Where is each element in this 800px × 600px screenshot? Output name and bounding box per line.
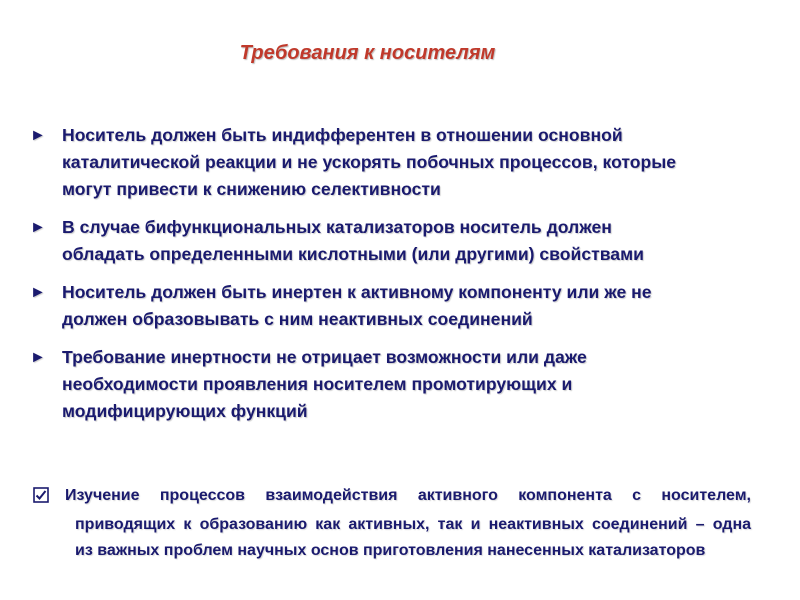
list-item: [30, 214, 690, 268]
note-line: [33, 483, 751, 512]
list-item: [30, 279, 690, 333]
requirements-list: [30, 122, 690, 436]
list-item: [30, 122, 690, 203]
note-line: приводящих к образованию как активных, так и неактивных соединений – одна: [75, 516, 751, 533]
list-item-text: Носитель должен быть инертен к активному компоненту или же не должен образовывать с ним неактивных соединений: [62, 282, 652, 329]
right-pointing-triangle-icon: ►: [30, 349, 46, 366]
list-item-text: Носитель должен быть индифферентен в отношении основной каталитической реакции и не ускорять побочных процессов, которые могут привести к снижению селективности: [62, 125, 677, 199]
list-item-text: В случае бифункциональных катализаторов носитель должен обладать определенными кислотными (или другими) свойствами: [62, 217, 644, 264]
list-item-text: Требование инертности не отрицает возможности или даже необходимости проявления носителем промотирующих и модифицирующих функций: [62, 347, 587, 421]
right-pointing-triangle-icon: ►: [30, 284, 46, 301]
slide-title: Требования к носителям: [239, 42, 496, 64]
list-item: [30, 344, 690, 425]
conclusion-note: [33, 483, 751, 564]
note-line-text: Изучение процессов взаимодействия активного компонента с носителем,: [65, 487, 751, 504]
right-pointing-triangle-icon: ►: [30, 127, 46, 144]
note-line: из важных проблем научных основ приготовления нанесенных катализаторов: [75, 542, 706, 559]
checked-box-icon: [33, 486, 49, 512]
right-pointing-triangle-icon: ►: [30, 219, 46, 236]
